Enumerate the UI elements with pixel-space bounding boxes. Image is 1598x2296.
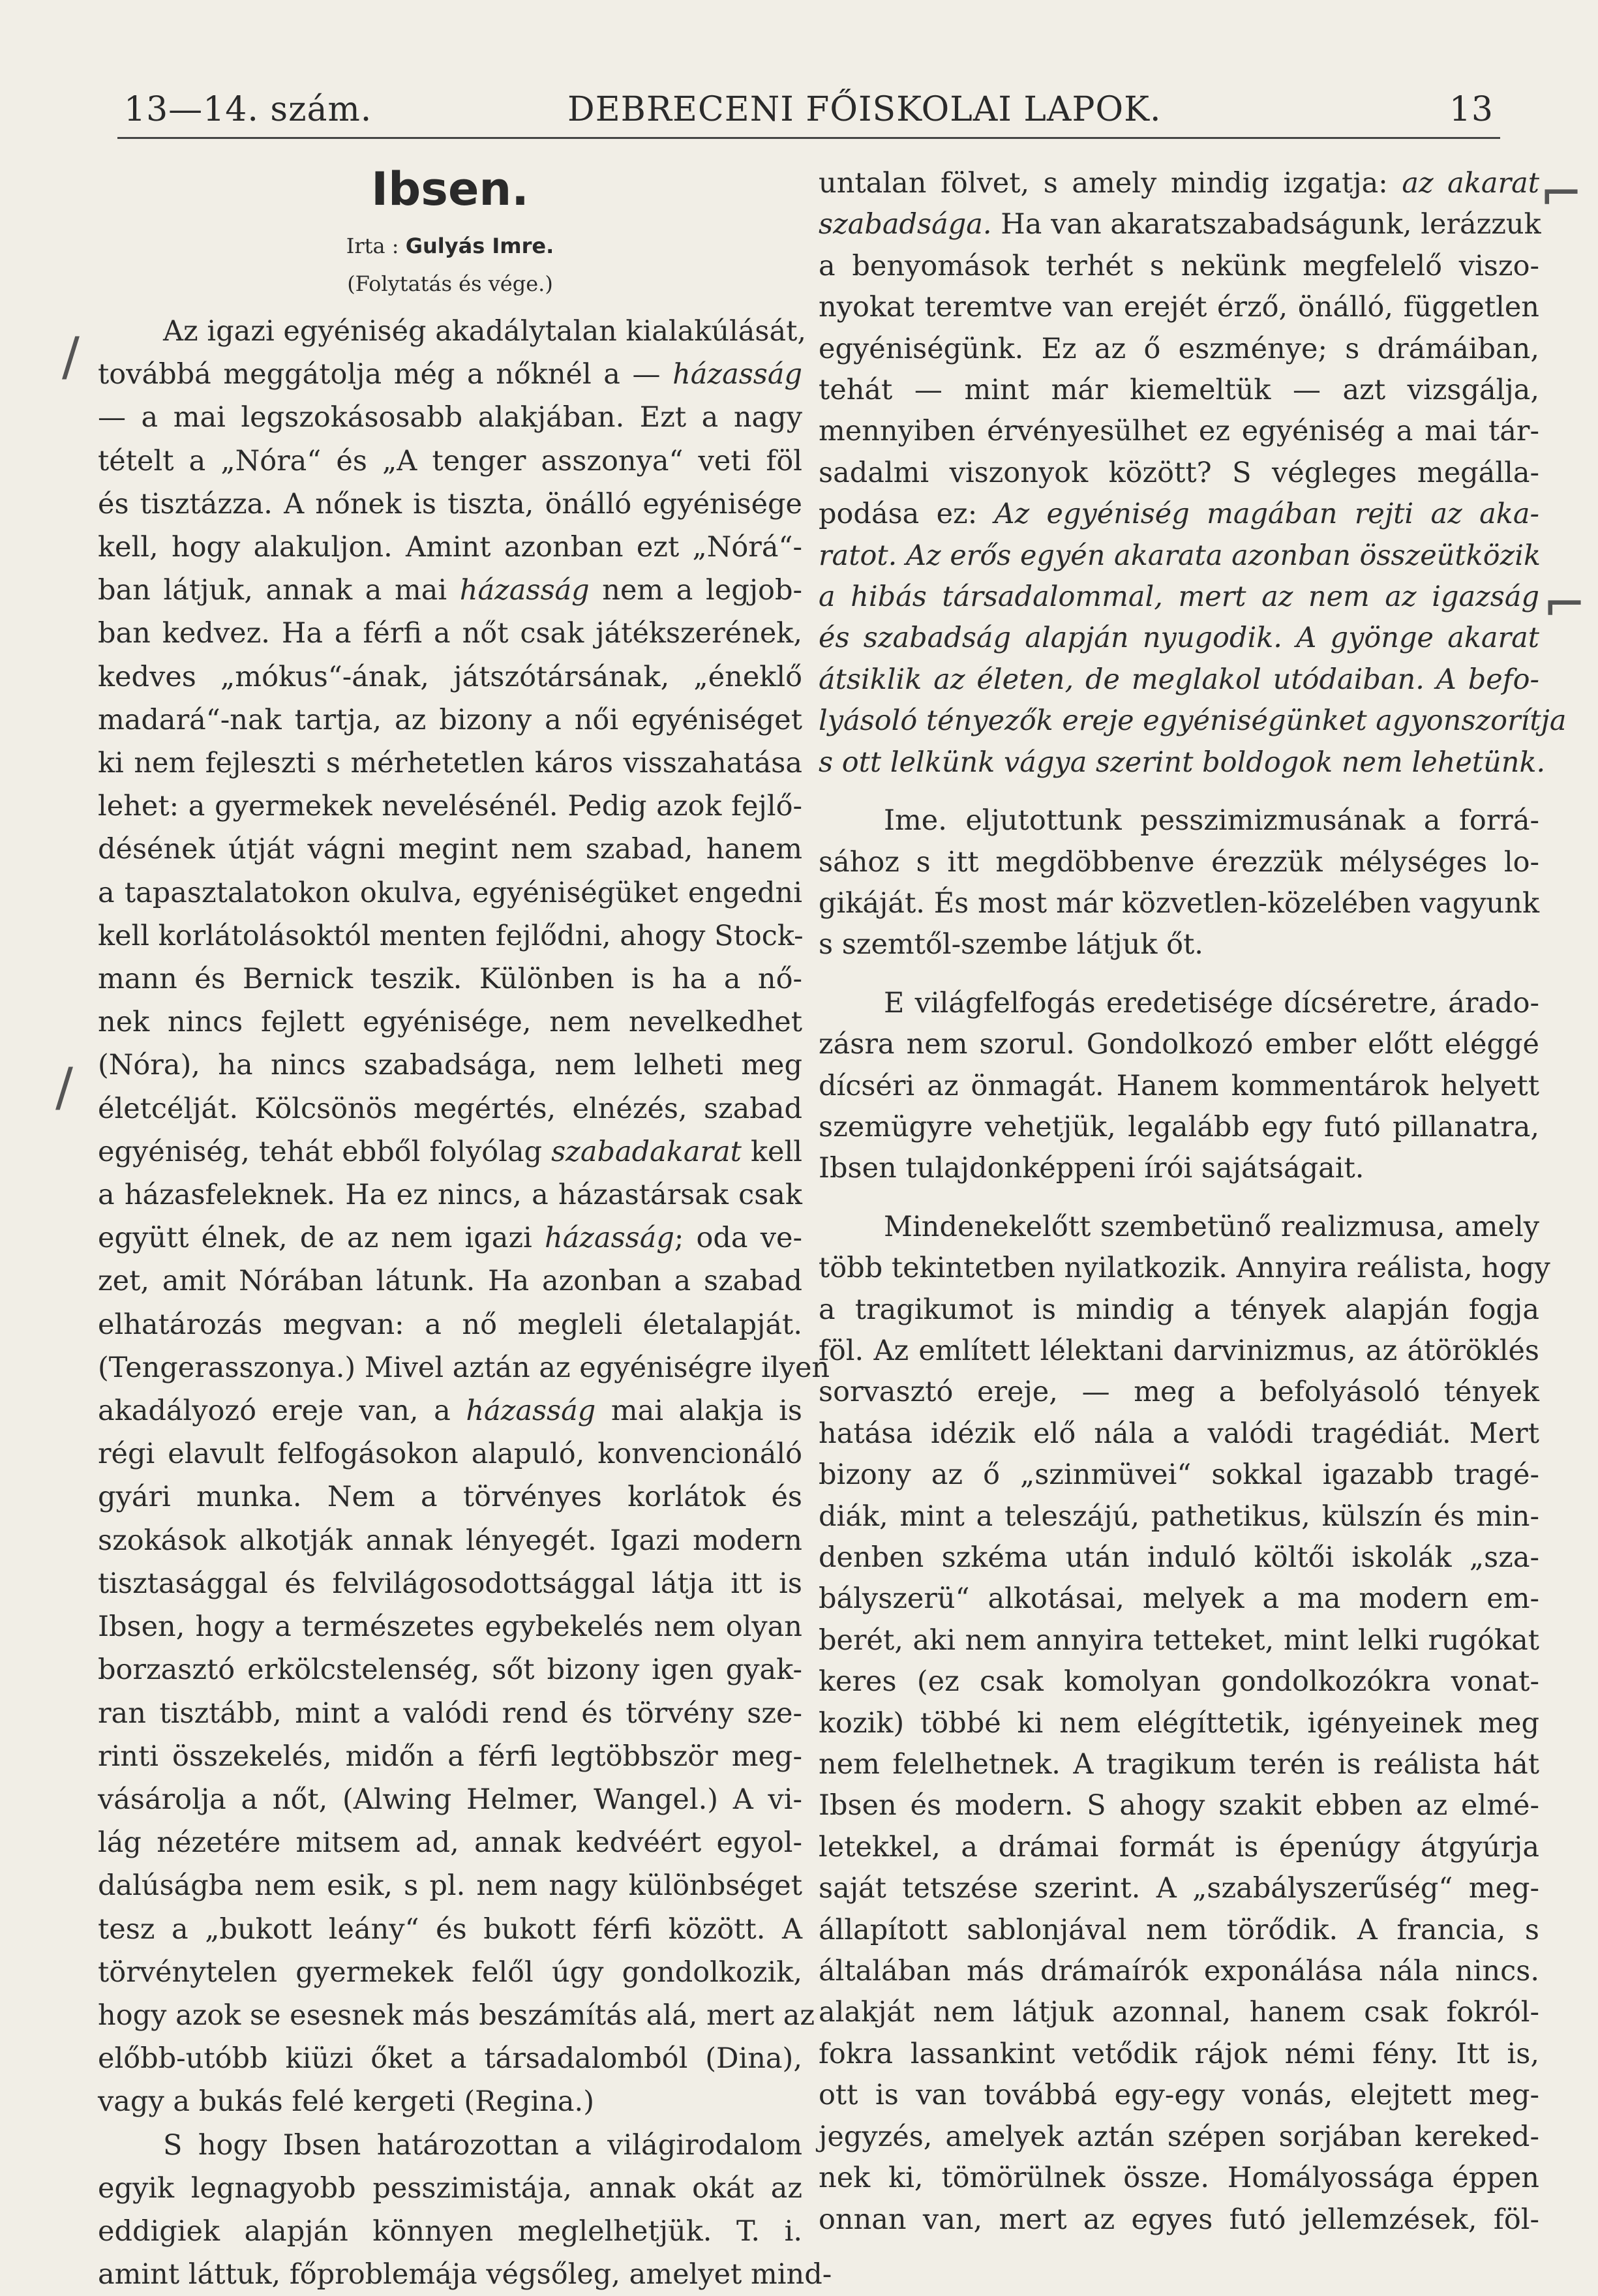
- page-header: [117, 85, 1500, 139]
- text-line: untalan fölvet, s amely mindig izgatja: az akarat: [819, 167, 1539, 200]
- paragraph-gap: [819, 1190, 1539, 1207]
- text-line: rinti összekelés, midőn a férfi legtöbbször meg-: [98, 1740, 802, 1773]
- journal-title: DEBRECENI FŐISKOLAI LAPOK.: [567, 90, 1162, 129]
- text-line: gikáját. És most már közvetlen-közelében vagyunk: [819, 886, 1539, 920]
- pencil-bracket-mark: /: [62, 326, 80, 387]
- text-line: lehet: a gyermekek nevelésénél. Pedig azok fejlő-: [98, 790, 802, 823]
- text-line: mann és Bernick teszik. Különben is ha a nő-: [98, 963, 802, 996]
- text-line: kell, hogy alakuljon. Amint azonban ezt „Nórá“-: [98, 531, 802, 564]
- byline: [98, 228, 802, 264]
- text-line: letekkel, a drámai formát is épenúgy átgyúrja: [819, 1830, 1539, 1864]
- text-line: átsiklik az életen, de meglakol utódaiban. A befo-: [819, 663, 1539, 696]
- text-line: fokra lassankint vetődik rájok némi fény. Itt is,: [819, 2037, 1539, 2070]
- text-line: szabadsága. Ha van akaratszabadságunk, lerázzuk: [819, 208, 1541, 241]
- text-line: bályszerü“ alkotásai, melyek a ma modern em-: [819, 1582, 1539, 1616]
- text-line: tisztasággal és felvilágosodottsággal látja itt is: [98, 1567, 802, 1600]
- text-line: a tapasztalatokon okulva, egyéniségüket engedni: [98, 876, 802, 909]
- text-line: vásárolja a nőt, (Alwing Helmer, Wangel.) A vi-: [98, 1783, 802, 1816]
- left-column: [98, 162, 832, 2296]
- text-line: Mindenekelőtt szembetünő realizmusa, amely: [884, 1210, 1539, 1243]
- text-line: régi elavult felfogásokon alapuló, konvencionáló: [98, 1438, 802, 1471]
- text-line: törvénytelen gyermekek felől úgy gondolkozik,: [98, 1956, 802, 1989]
- text-line: szemügyre vehetjük, legalább egy futó pillanatra,: [819, 1110, 1539, 1143]
- text-line: Ibsen, hogy a természetes egybekelés nem olyan: [98, 1610, 802, 1644]
- text-line: általában más drámaírók exponálása nála nincs.: [819, 1955, 1539, 1988]
- text-line: hogy azok se esesnek más beszámítás alá, mert az: [98, 1999, 815, 2032]
- page-number: 13: [1449, 90, 1494, 129]
- text-line: podása ez: Az egyéniség magában rejti az aka-: [819, 498, 1539, 531]
- text-line: nek ki, tömörülnek össze. Homályossága éppen: [819, 2162, 1539, 2195]
- text-line: a tragikumot is mindig a tények alapján fogja: [819, 1293, 1539, 1326]
- pencil-bracket-mark: /: [55, 1057, 73, 1117]
- issue-number: 13—14. szám.: [124, 90, 372, 129]
- byline-prefix: Irta :: [346, 234, 399, 258]
- text-line: tesz a „bukott leány“ és bukott férfi között. A: [98, 1912, 802, 1946]
- text-line: zásra nem szorul. Gondolkozó ember előtt eléggé: [819, 1028, 1539, 1061]
- text-line: dalúságba nem esik, s pl. nem nagy különbséget: [98, 1869, 802, 1903]
- text-line: egyéniség, tehát ebből folyólag szabadakarat kell: [98, 1135, 803, 1168]
- text-line: jegyzés, amelyek aztán szépen sorjában kereked-: [819, 2120, 1539, 2153]
- text-line: akadályozó ereje van, a házasság mai alakja is: [98, 1395, 802, 1428]
- text-line: együtt élnek, de az nem igazi házasság; oda ve-: [98, 1222, 802, 1255]
- text-line: saját tetszése szerint. A „szabályszerűség“ meg-: [819, 1872, 1539, 1905]
- author-name: Gulyás Imre.: [405, 234, 554, 258]
- text-line: egyéniségünk. Ez az ő eszménye; s drámáiban,: [819, 332, 1539, 365]
- text-line: és tisztázza. A nőnek is tiszta, önálló egyénisége: [98, 487, 802, 521]
- text-line: ott is van továbbá egy-egy vonás, elejtett meg-: [819, 2079, 1539, 2112]
- text-line: keres (ez csak komolyan gondolkozókra vonat-: [819, 1665, 1539, 1699]
- text-line: sadalmi viszonyok között? S végleges megálla-: [819, 456, 1539, 489]
- text-line: továbbá meggátolja még a nőknél a — házasság: [98, 358, 802, 391]
- pencil-bracket-mark: ⌐: [1543, 574, 1587, 635]
- text-line: ban kedvez. Ha a férfi a nőt csak játékszerének,: [98, 617, 802, 650]
- text-line: sorvasztó ereje, — meg a befolyásoló tények: [819, 1376, 1539, 1409]
- text-line: lyásoló tényezők ereje egyéniségünket agyonszorítja: [819, 704, 1567, 738]
- text-line: sához s itt megdöbbenve érezzük mélységes lo-: [819, 845, 1539, 879]
- article-title: Ibsen.: [371, 162, 529, 216]
- text-line: E világfelfogás eredetisége dícséretre, árado-: [884, 986, 1539, 1020]
- text-line: nek nincs fejlett egyénisége, nem nevelkedhet: [98, 1006, 802, 1039]
- text-line: nyokat teremtve van erejét érző, önálló, független: [819, 291, 1539, 324]
- text-line: borzasztó erkölcstelenség, sőt bizony igen gyak-: [98, 1654, 802, 1687]
- text-line: Ibsen és modern. S ahogy szakit ebben az elmé-: [819, 1789, 1539, 1822]
- paragraph-gap: [819, 966, 1539, 983]
- text-line: kedves „mókus“-ának, játszótársának, „éneklő: [98, 660, 802, 693]
- text-line: föl. Az említett lélektani darvinizmus, az átöröklés: [819, 1334, 1539, 1367]
- text-line: életcélját. Kölcsönös megértés, elnézés, szabad: [98, 1092, 802, 1125]
- text-line: eddigiek alapján könnyen meglelhetjük. T. i.: [98, 2214, 802, 2248]
- text-line: ratot. Az erős egyén akarata azonban összeütközik: [819, 539, 1541, 572]
- text-line: ki nem fejleszti s mérhetetlen káros visszahatása: [98, 747, 802, 780]
- text-line: diák, mint a teleszájú, pathetikus, külszín és min-: [819, 1500, 1539, 1533]
- text-line: több tekintetben nyilatkozik. Annyira reálista, hogy: [819, 1252, 1550, 1285]
- text-line: tételt a „Nóra“ és „A tenger asszonya“ veti föl: [98, 444, 802, 477]
- text-line: nem felelhetnek. A tragikum terén is reálista hát: [819, 1748, 1539, 1781]
- text-line: egyik legnagyobb pesszimistája, annak okát az: [98, 2171, 802, 2205]
- text-line: kell korlátolásoktól menten fejlődni, ahogy Stock-: [98, 919, 804, 952]
- text-line: szokások alkotják annak lényegét. Igazi modern: [98, 1524, 802, 1557]
- text-line: ran tisztább, mint a valódi rend és törvény sze-: [98, 1697, 802, 1730]
- text-line: Az igazi egyéniség akadálytalan kialakúlását,: [163, 315, 807, 348]
- text-line: désének útját vágni megint nem szabad, hanem: [98, 833, 802, 866]
- text-line: S hogy Ibsen határozottan a világirodalom: [163, 2128, 802, 2162]
- text-line: hatása idézik elő nála a valódi tragédiát. Mert: [819, 1417, 1539, 1450]
- text-line: Ibsen tulajdonképpeni írói sajátságait.: [819, 1152, 1364, 1185]
- text-line: onnan van, mert az egyes futó jellemzések, föl-: [819, 2203, 1539, 2236]
- text-line: zet, amit Nórában látunk. Ha azonban a szabad: [98, 1265, 802, 1298]
- text-line: — a mai legszokásosabb alakjában. Ezt a nagy: [98, 401, 802, 434]
- text-line: denben szkéma után induló költői iskolák „sza-: [819, 1541, 1539, 1574]
- text-line: (Tengerasszonya.) Mivel aztán az egyéniségre ilyen: [98, 1351, 830, 1384]
- text-line: előbb-utóbb kiüzi őket a társadalomból (Dina),: [98, 2042, 802, 2076]
- text-line: a hibás társadalommal, mert az nem az igazság: [819, 581, 1539, 614]
- continuation-note: (Folytatás és vége.): [347, 271, 553, 296]
- text-line: (Nóra), ha nincs szabadsága, nem lelheti meg: [98, 1049, 802, 1082]
- text-line: berét, aki nem annyira tetteket, mint lelki rugókat: [819, 1624, 1539, 1657]
- text-line: madará“-nak tartja, az bizony a női egyéniséget: [98, 703, 802, 736]
- text-line: gyári munka. Nem a törvényes korlátok és: [98, 1481, 802, 1514]
- text-line: tehát — mint már kiemeltük — azt vizsgálja,: [819, 374, 1539, 407]
- text-line: elhatározás megvan: a nő megleli életalapját.: [98, 1308, 802, 1341]
- text-line: lág nézetére mitsem ad, annak kedvéért egyol-: [98, 1826, 802, 1860]
- text-line: amint láttuk, főproblemája végsőleg, amelyet mind-: [98, 2258, 832, 2291]
- right-column: [819, 163, 1567, 2241]
- pencil-bracket-mark: ⌐: [1539, 163, 1584, 224]
- text-line: a házasfeleknek. Ha ez nincs, a házastársak csak: [98, 1179, 802, 1212]
- text-line: és szabadság alapján nyugodik. A gyönge akarat: [819, 622, 1539, 655]
- text-line: ban látjuk, annak a mai házasság nem a legjob-: [98, 574, 802, 607]
- text-line: Ime. eljutottunk pesszimizmusának a forrá-: [884, 804, 1539, 838]
- text-line: a benyomások terhét s nekünk megfelelő viszo-: [819, 249, 1539, 282]
- text-line: s szemtől-szembe látjuk őt.: [819, 928, 1203, 961]
- text-line: kozik) többé ki nem elégíttetik, igényeinek meg: [819, 1706, 1539, 1740]
- text-line: mennyiben érvényesülhet ez egyéniség a mai tár-: [819, 415, 1539, 448]
- text-line: s ott lelkünk vágya szerint boldogok nem lehetünk.: [819, 746, 1546, 779]
- paragraph-gap: [819, 783, 1539, 800]
- text-line: vagy a bukás felé kergeti (Regina.): [98, 2085, 594, 2119]
- text-line: bizony az ő „szinmüvei“ sokkal igazabb tragé-: [819, 1458, 1539, 1492]
- text-line: dícséri az önmagát. Hanem kommentárok helyett: [819, 1069, 1539, 1102]
- text-line: alakját nem látjuk azonnal, hanem csak fokról-: [819, 1996, 1539, 2029]
- text-line: állapított sablonjával nem törődik. A francia, s: [819, 1913, 1539, 1946]
